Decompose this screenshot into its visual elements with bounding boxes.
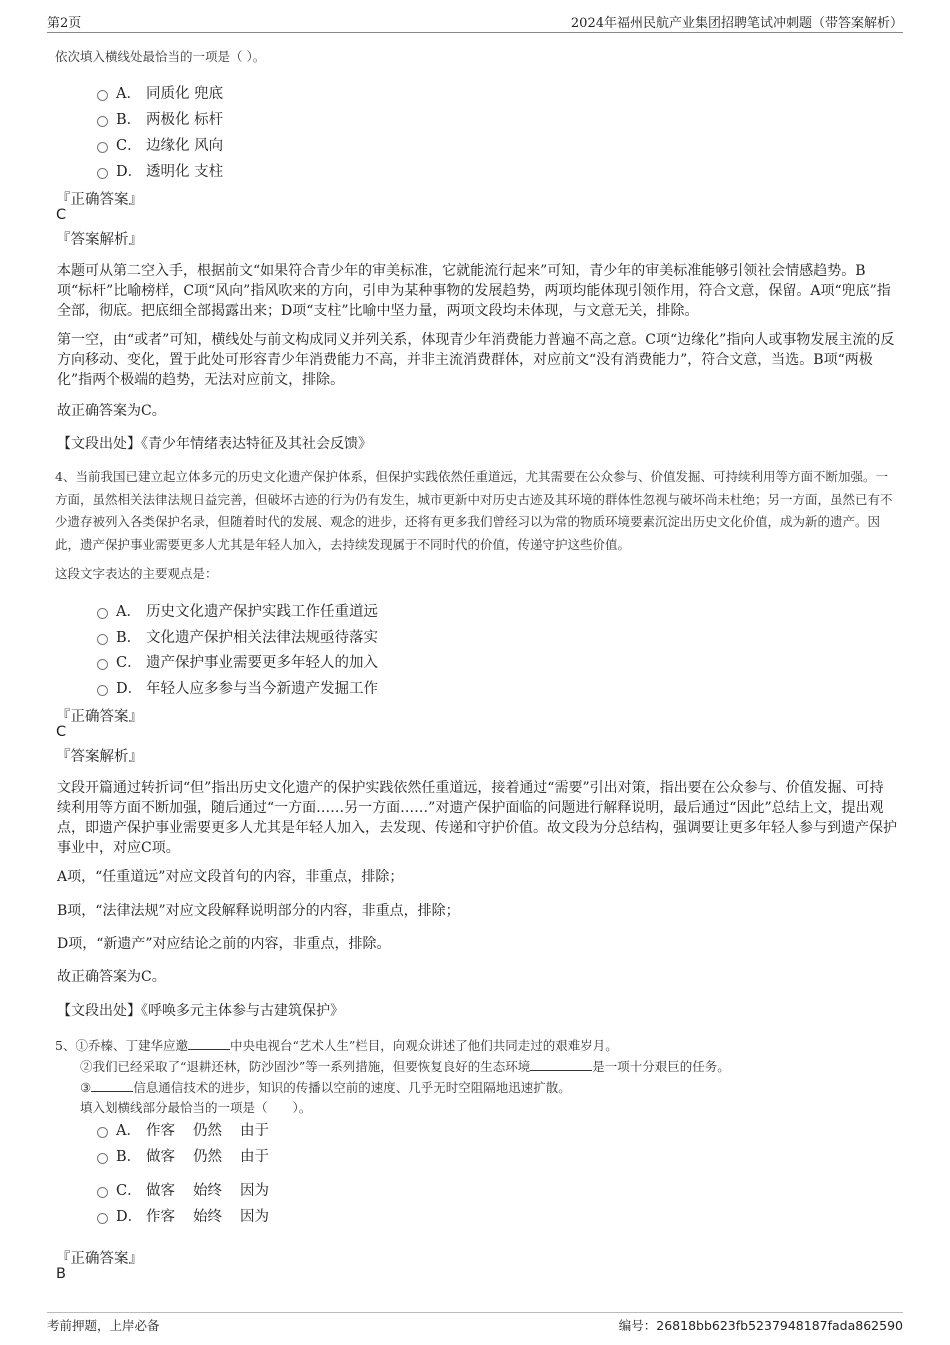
radio-icon[interactable] xyxy=(97,634,108,645)
q4-option-b[interactable]: B． 文化遗产保护相关法律法规亟待落实 xyxy=(97,626,378,647)
q4-source: 【文段出处】《呼唤多元主体参与古建筑保护》 xyxy=(57,1003,344,1019)
q4-analysis-p3: B项，“法律法规”对应文段解释说明部分的内容，非重点，排除； xyxy=(57,903,460,919)
q5-option-d[interactable]: D． 作客 始终 因为 xyxy=(97,1205,269,1226)
q5-option-c[interactable]: C． 做客 始终 因为 xyxy=(97,1179,269,1200)
q3-analysis-p2: 第一空，由“或者”可知，横线处与前文构成同义并列关系，体现青少年消费能力普遍不高之意。C项“边缘化”指向人或事物发展主流的反方向移动、变化，置于此处可形容青少年消费能力不高，并非主流消费群体，对应前文“没有消费能力”，符合文意，当选。B项“两极化”指两个极端的趋势，无法对应前文，排除。 xyxy=(57,332,895,388)
q4-analysis-p1: 文段开篇通过转折词“但”指出历史文化遗产的保护实践依然任重道远，接着通过“需要”引出对策，指出要在公众参与、价值发掘、可持续利用等方面不断加强，随后通过“一方面……另一方面……”对遗产保护面临的问题进行解释说明，最后通过“因此”总结上文，提出观点，即遗产保护事业需要更多人尤其是年轻人加入，去发现、传递和守护价值。故文段为分总结构，强调要让更多年轻人参与到遗产保护事业中，对应C项。 xyxy=(57,780,897,856)
q3-answer-label: 『正确答案』 xyxy=(56,192,143,208)
q4-option-d[interactable]: D． 年轻人应多参与当今新遗产发掘工作 xyxy=(97,677,378,698)
q5-option-a[interactable]: A． 作客 仍然 由于 xyxy=(97,1119,269,1140)
q3-option-b[interactable]: B． 两极化 标杆 xyxy=(97,108,223,129)
q4-option-c[interactable]: C． 遗产保护事业需要更多年轻人的加入 xyxy=(97,651,378,672)
blank-line xyxy=(530,1058,592,1071)
radio-icon[interactable] xyxy=(97,1213,108,1224)
footer-code: 编号：26818bb623fb5237948187fada862590 xyxy=(618,1318,903,1333)
q4-stem: 4、当前我国已建立起立体多元的历史文化遗产保护体系，但保护实践依然任重道远，尤其需要在公众参与、价值发掘、可持续利用等方面不断加强。一方面，虽然相关法律法规日益完善，但破坏古迹的行为仍有发生，城市更新中对历史古迹及其环境的群体性忽视与破坏尚未杜绝；另一方面，虽然已有不少遗存被列入各类保护名录，但随着时代的发展、观念的进步，还将有更多我们曾经习以为常的物质环境要素沉淀出历史文化价值，成为新的遗产。因此，遗产保护事业需要更多人尤其是年轻人加入，去持续发现属于不同时代的价值，传递守护这些价值。 xyxy=(55,469,893,552)
radio-icon[interactable] xyxy=(97,685,108,696)
radio-icon[interactable] xyxy=(97,90,108,101)
q3-answer: C xyxy=(56,207,67,223)
q5-sentence-2: ②我们已经采取了“退耕还林，防沙固沙”等一系列措施，但要恢复良好的生态环境 是一项十分艰巨的任务。 xyxy=(80,1059,730,1074)
q3-stem: 依次填入横线处最恰当的一项是（ ）。 xyxy=(55,49,266,64)
blank-line xyxy=(188,1037,230,1050)
q5-answer-label: 『正确答案』 xyxy=(56,1251,143,1267)
q3-analysis-p3: 故正确答案为C。 xyxy=(57,403,166,419)
radio-icon[interactable] xyxy=(97,608,108,619)
q3-source: 【文段出处】《青少年情绪表达特征及其社会反馈》 xyxy=(57,436,372,452)
q3-analysis-label: 『答案解析』 xyxy=(56,232,143,248)
radio-icon[interactable] xyxy=(97,168,108,179)
q4-analysis-p5: 故正确答案为C。 xyxy=(57,969,166,985)
q5-option-b[interactable]: B． 做客 仍然 由于 xyxy=(97,1145,269,1166)
q3-option-a[interactable]: A． 同质化 兜底 xyxy=(97,82,223,103)
page-header xyxy=(47,12,903,33)
q5-sentence-1: 5、①乔榛、丁建华应邀 中央电视台“艺术人生”栏目，向观众讲述了他们共同走过的艰难岁月。 xyxy=(55,1038,618,1053)
radio-icon[interactable] xyxy=(97,659,108,670)
radio-icon[interactable] xyxy=(97,116,108,127)
page-footer xyxy=(47,1312,903,1334)
q4-question: 这段文字表达的主要观点是： xyxy=(55,566,218,581)
q4-analysis-p4: D项，“新遗产”对应结论之前的内容，非重点，排除。 xyxy=(57,936,391,952)
footer-slogan: 考前押题，上岸必备 xyxy=(47,1318,160,1333)
q5-sentence-3: ③ 信息通信技术的进步，知识的传播以空前的速度、几乎无时空阻隔地迅速扩散。 xyxy=(80,1080,571,1095)
radio-icon[interactable] xyxy=(97,1153,108,1164)
blank-line xyxy=(91,1079,133,1092)
q4-analysis-label: 『答案解析』 xyxy=(56,749,143,765)
q3-option-c[interactable]: C． 边缘化 风向 xyxy=(97,134,223,155)
radio-icon[interactable] xyxy=(97,1187,108,1198)
q3-option-d[interactable]: D． 透明化 支柱 xyxy=(97,160,223,181)
q5-answer: B xyxy=(56,1266,66,1282)
q5-question: 填入划横线部分最恰当的一项是（ ）。 xyxy=(80,1100,312,1115)
radio-icon[interactable] xyxy=(97,142,108,153)
q4-option-a[interactable]: A． 历史文化遗产保护实践工作任重道远 xyxy=(97,600,378,621)
q3-analysis-p1: 本题可从第二空入手，根据前文“如果符合青少年的审美标准，它就能流行起来”可知，青少年的审美标准能够引领社会情感趋势。B项“标杆”比喻榜样，C项“风向”指风吹来的方向，引申为某种事物的发展趋势，两项均能体现引领作用，符合文意，保留。A项“兜底”指全部，彻底。把底细全部揭露出来；D项“支柱”比喻中坚力量，两项文段均未体现，与文意无关，排除。 xyxy=(57,263,891,319)
q4-answer-label: 『正确答案』 xyxy=(56,709,143,725)
page-number: 第2页 xyxy=(47,16,82,31)
q4-answer: C xyxy=(56,724,67,740)
document-title: 2024年福州民航产业集团招聘笔试冲刺题（带答案解析） xyxy=(570,16,903,31)
radio-icon[interactable] xyxy=(97,1127,108,1138)
q4-analysis-p2: A项，“任重道远”对应文段首句的内容，非重点，排除； xyxy=(57,869,404,885)
